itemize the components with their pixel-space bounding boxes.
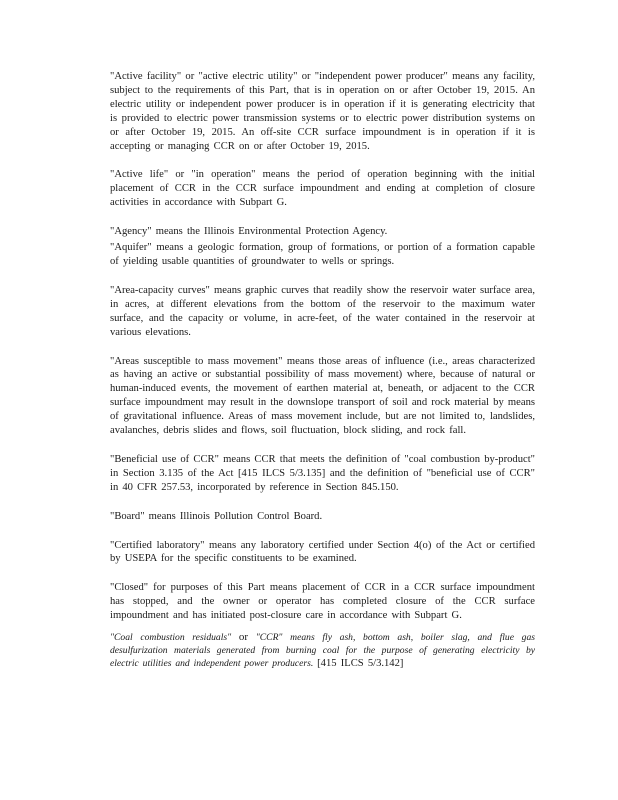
ccr-term: "Coal combustion residuals" xyxy=(110,632,232,644)
definition-board: "Board" means Illinois Pollution Control Board. xyxy=(110,510,323,522)
definition-agency: "Agency" means the Illinois Environmental Protection Agency. xyxy=(110,226,388,238)
definition-areas-susceptible: "Areas susceptible to mass movement" means those areas of influence (i.e., areas characterized as having an active or substantial possibility of mass movement) where, because of natural or human-induced events, the movement of earthen material at, beneath, or adjacent to the CCR surface impoundment may result in the downslope transport of soil and rock material by means of gravitational influence. Areas of mass movement include, but are not limited to, landslides, avalanches, debris slides and flows, soil fluctuation, block sliding, and rock fall. xyxy=(110,355,535,437)
document-page xyxy=(110,70,535,685)
definition-active-life: "Active life" or "in operation" means the period of operation beginning with the initial placement of CCR in the CCR surface impoundment and ending at completion of closure activities in accordance with Subpart G. xyxy=(110,169,535,209)
definition-beneficial-use: "Beneficial use of CCR" means CCR that meets the definition of "coal combustion by-product" in Section 3.135 of the Act [415 ILCS 5/3.135] and the definition of "beneficial use of CCR" in 40 CFR 257.53, incorporated by reference in Section 845.150. xyxy=(110,453,535,493)
definition-active-facility: "Active facility" or "active electric utility" or "independent power producer" means any facility, subject to the requirements of this Part, that is in operation on or after October 19, 2015. An electric utility or independent power producer is in operation if it is generating electricity that is provided to electric power transmission systems or to electric power distribution systems on or after October 19, 2015. An off-site CCR surface impoundment is in operation if it is accepting or managing CCR on or after October 19, 2015. xyxy=(110,71,535,152)
definition-aquifer: "Aquifer" means a geologic formation, group of formations, or portion of a formation capable of yielding usable quantities of groundwater to wells or springs. xyxy=(110,242,535,267)
ccr-text: "CCR" means fly ash, bottom ash, boiler slag, and flue gas desulfurization materials generated from burning coal for the purpose of generating electricity by electric utilities and independent power producers. xyxy=(110,632,536,670)
definition-ccr xyxy=(110,631,535,670)
ccr-or: or xyxy=(238,631,249,644)
ccr-citation: [415 ILCS 5/3.142] xyxy=(317,658,404,670)
definition-closed: "Closed" for purposes of this Part means placement of CCR in a CCR surface impoundment has stopped, and the owner or operator has completed closure of the CCR surface impoundment and has initiated post-closure care in accordance with Subpart G. xyxy=(110,582,535,622)
definition-area-capacity-curves: "Area-capacity curves" means graphic curves that readily show the reservoir water surface area, in acres, at different elevations from the bottom of the reservoir to the maximum water surface, and the capacity or volume, in acre-feet, of the water contained in the reservoir at various elevations. xyxy=(110,284,535,338)
definition-certified-laboratory: "Certified laboratory" means any laboratory certified under Section 4(o) of the Act or certified by USEPA for the specific constituents to be examined. xyxy=(110,539,535,565)
